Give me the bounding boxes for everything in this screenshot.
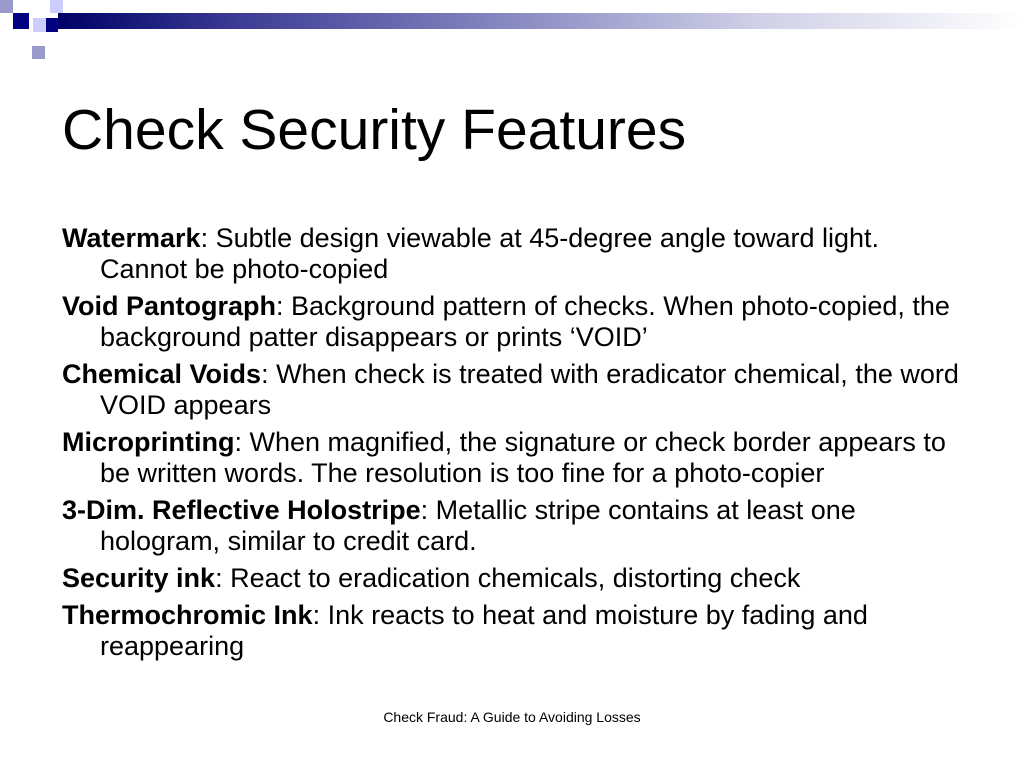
squares-logo-icon [0, 0, 80, 64]
feature-term: Chemical Voids [62, 359, 262, 389]
feature-description: : Metallic stripe contains at least one hologram, similar to credit card. [100, 495, 856, 556]
logo-square [32, 46, 45, 59]
feature-item-chemical-voids [62, 359, 962, 421]
feature-term: Watermark [62, 223, 201, 253]
logo-square [13, 13, 29, 29]
feature-item-watermark [62, 223, 962, 285]
feature-item-void-pantograph [62, 291, 962, 353]
feature-term: Void Pantograph [62, 291, 276, 321]
feature-term: Security ink [62, 563, 216, 593]
feature-item-thermochromic-ink [62, 600, 962, 662]
feature-list [62, 223, 962, 668]
feature-description: : React to eradication chemicals, distorting check [215, 563, 801, 593]
feature-description: : When magnified, the signature or check border appears to be written words. The resolution is too fine for a photo-copier [100, 427, 946, 488]
logo-square [50, 0, 63, 13]
feature-term: 3-Dim. Reflective Holostripe [62, 495, 421, 525]
feature-description: : Subtle design viewable at 45-degree angle toward light. Cannot be photo-copied [100, 223, 880, 284]
feature-description: : Ink reacts to heat and moisture by fading and reappearing [100, 600, 868, 661]
feature-description: : Background pattern of checks. When photo-copied, the background patter disappears or prints ‘VOID’ [100, 291, 950, 352]
feature-description: : When check is treated with eradicator chemical, the word VOID appears [100, 359, 959, 420]
logo-square [33, 18, 47, 32]
logo-square [0, 0, 13, 13]
feature-item-security-ink [62, 563, 962, 594]
feature-term: Thermochromic Ink [62, 600, 313, 630]
slide-footer: Check Fraud: A Guide to Avoiding Losses [383, 709, 641, 725]
logo-square [46, 18, 58, 32]
feature-item-holostripe [62, 495, 962, 557]
slide-title: Check Security Features [62, 98, 687, 162]
feature-term: Microprinting [62, 427, 235, 457]
gradient-header-bar [58, 13, 1024, 29]
feature-item-microprinting [62, 427, 962, 489]
